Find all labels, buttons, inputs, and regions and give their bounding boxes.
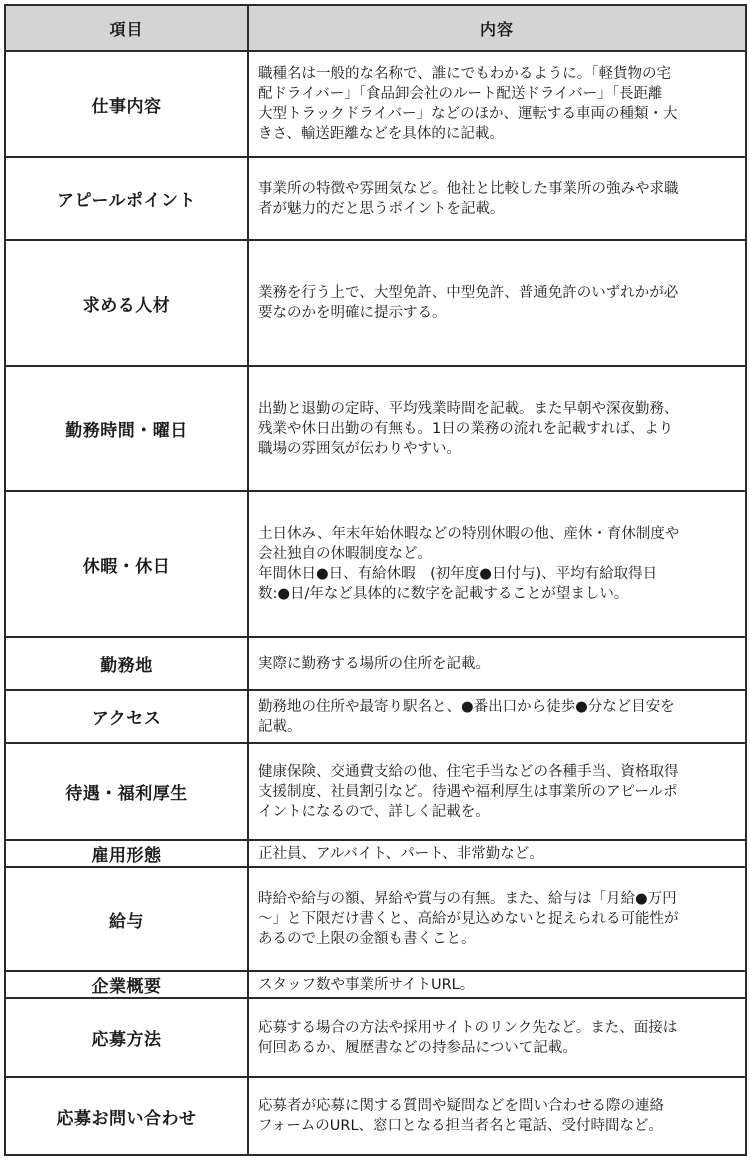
row-item-label: アピールポイント (5, 157, 248, 240)
row-item-label: 勤務地 (5, 637, 248, 690)
table-row (5, 998, 746, 1077)
desc-line: 応募する場合の方法や採用サイトのリンク先など。また、面接は (258, 1019, 678, 1036)
row-item-label: アクセス (5, 690, 248, 743)
table-row (5, 1077, 746, 1155)
desc-line: 何回あるか、履歴書などの持参品について記載。 (258, 1039, 577, 1056)
desc-line: 事業所の特徴や雰囲気など。他社と比較した事業所の強みや求職 (258, 180, 679, 197)
job-posting-guide-table-wrapper (4, 4, 745, 1156)
row-description (248, 998, 746, 1077)
row-item-label: 雇用形態 (5, 840, 248, 867)
desc-line: 出勤と退勤の定時、平均残業時間を記載。また早朝や深夜勤務、 (258, 400, 679, 417)
desc-line: あるので上限の金額も書くこと。 (258, 931, 476, 947)
desc-line: 土日休み、年末年始休暇などの特別休暇の他、産休・育休制度や (258, 526, 680, 542)
row-item-label: 休暇・休日 (5, 491, 248, 637)
table-row (5, 867, 746, 971)
desc-line: 健康保険、交通費支給の他、住宅手当などの各種手当、資格取得 (258, 763, 679, 780)
row-description (248, 51, 746, 157)
desc-line: 支援制度、社員割引など。待遇や福利厚生は事業所のアピールポ (258, 783, 678, 800)
row-item-label: 給与 (5, 867, 248, 971)
job-posting-guide-table (4, 4, 747, 1156)
header-row (5, 5, 746, 51)
table-row (5, 637, 746, 690)
desc-line: 数:●日/年など具体的に数字を記載することが望ましい。 (258, 586, 629, 602)
row-item-label: 企業概要 (5, 971, 248, 998)
row-description (248, 743, 746, 840)
row-description (248, 366, 746, 491)
desc-line: 会社独自の休暇制度など。 (258, 546, 432, 562)
row-item-label: 求める人材 (5, 240, 248, 366)
table-row (5, 840, 746, 867)
table-row (5, 240, 746, 366)
row-description (248, 157, 746, 240)
row-item-label: 応募方法 (5, 998, 248, 1077)
desc-line: 〜」と下限だけ書くと、高給が見込めないと捉えられる可能性が (258, 911, 679, 927)
desc-line: 記載。 (258, 718, 302, 735)
desc-line: 時給や給与の額、昇給や賞与の有無。また、給与は「月給●万円 (258, 891, 677, 907)
desc-line: 正社員、アルバイト、パート、非常勤など。 (258, 845, 544, 862)
desc-line: 業務を行う上で、大型免許、中型免許、普通免許のいずれかが必 (258, 285, 679, 301)
desc-line: 配ドライバー」「食品卸会社のルート配送ドライバー」「長距離 (258, 86, 663, 102)
row-item-label: 待遇・福利厚生 (5, 743, 248, 840)
desc-line: スタッフ数や事業所サイトURL。 (258, 976, 475, 993)
table-row (5, 971, 746, 998)
header-content: 内容 (248, 5, 746, 51)
row-description (248, 637, 746, 690)
row-item-label: 仕事内容 (5, 51, 248, 157)
row-item-label: 勤務時間・曜日 (5, 366, 248, 491)
row-description (248, 971, 746, 998)
table-row (5, 157, 746, 240)
desc-line: イントになるので、詳しく記載を。 (258, 803, 490, 820)
desc-line: 者が魅力的だと思うポイントを記載。 (258, 200, 505, 217)
desc-line: 年間休日●日、有給休暇 (初年度●日付与)、平均有給取得日 (258, 566, 658, 582)
desc-line: フォームのURL、窓口となる担当者名と電話、受付時間など。 (258, 1118, 664, 1134)
row-description (248, 491, 746, 637)
desc-line: 要なのかを明確に提示する。 (258, 305, 447, 321)
table-row (5, 491, 746, 637)
row-item-label: 応募お問い合わせ (5, 1077, 248, 1155)
row-description (248, 240, 746, 366)
desc-line: 職場の雰囲気が伝わりやすい。 (258, 440, 461, 457)
desc-line: きさ、輸送距離などを具体的に記載。 (258, 126, 504, 142)
header-item: 項目 (5, 5, 248, 51)
table-row (5, 366, 746, 491)
row-description (248, 690, 746, 743)
desc-line: 応募者が応募に関する質問や疑問などを問い合わせる際の連絡 (258, 1098, 664, 1114)
row-description (248, 840, 746, 867)
desc-line: 大型トラックドライバー」などのほか、運転する車両の種類・大 (258, 106, 678, 122)
row-description (248, 1077, 746, 1155)
desc-line: 実際に勤務する場所の住所を記載。 (258, 655, 490, 672)
table-row (5, 690, 746, 743)
desc-line: 残業や休日出勤の有無も。1日の業務の流れを記載すれば、より (258, 420, 674, 437)
desc-line: 勤務地の住所や最寄り駅名と、●番出口から徒歩●分など目安を (258, 698, 675, 715)
desc-line: 職種名は一般的な名称で、誰にでもわかるように。「軽貨物の宅 (258, 66, 671, 82)
row-description (248, 867, 746, 971)
table-row (5, 743, 746, 840)
table-row (5, 51, 746, 157)
